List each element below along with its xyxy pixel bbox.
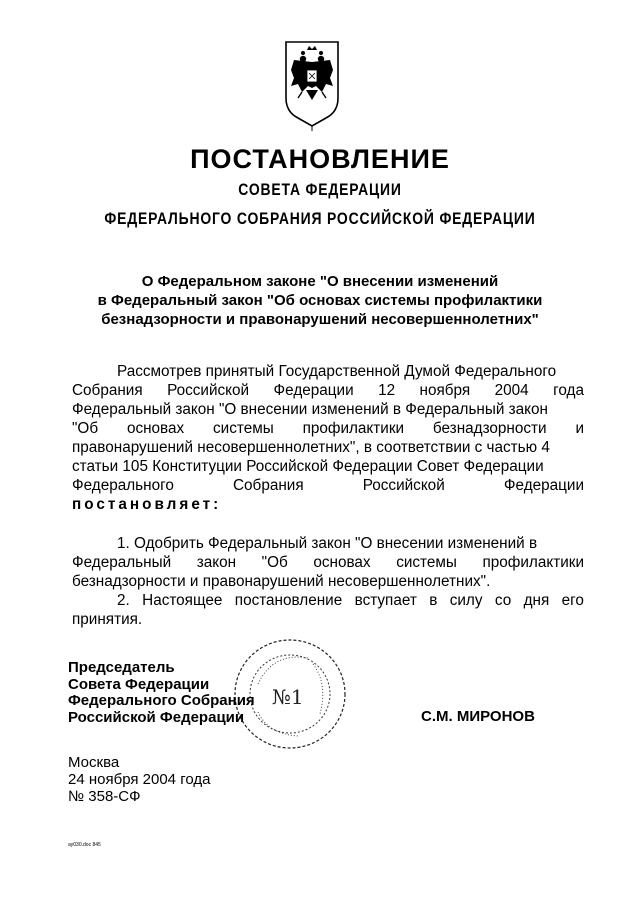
signatory-line: Российской Федерации [68,708,245,726]
word: постановление [234,592,343,609]
word: года [553,382,584,399]
item-1-line [72,553,584,572]
document-subject [60,272,580,329]
place-date-block [68,754,210,805]
word: Федерального [72,477,174,494]
word: Российской [362,477,445,494]
preamble-line: Рассмотрев принятый Государственной Думой Федерального [117,363,557,380]
signatory-name: С.М. МИРОНОВ [421,708,535,725]
word: профилактики [302,420,405,437]
signatory-position [68,660,255,726]
signatory-line: Федерального Собрания [68,692,255,709]
date: 24 ноября 2004 года [68,771,211,788]
subject-line: в Федеральный закон "Об основах системы профилактики [97,292,543,309]
svg-text:№1: №1 [272,685,304,709]
word: безнадзорности [432,420,547,437]
word: со [494,592,512,609]
word: основах [313,554,371,571]
word: Федерации [273,382,354,399]
word: Российской [167,382,250,399]
word: Федеральный [72,554,172,571]
word: ноября [419,382,471,399]
item-2-line: принятия. [72,611,143,628]
item-1-line: 1. Одобрить Федеральный закон "О внесении изменений в [117,535,538,552]
document-number: № 358-СФ [68,788,141,805]
word: "Об [261,554,288,571]
word: 2004 [494,382,529,399]
word: вступает [354,592,417,609]
issuer-line-2: ФЕДЕРАЛЬНОГО СОБРАНИЯ РОССИЙСКОЙ ФЕДЕРАЦИИ [104,209,536,228]
word: профилактики [482,554,584,571]
document-title: ПОСТАНОВЛЕНИЕ [190,144,450,174]
signatory-line: Совета Федерации [68,675,210,693]
word: 2. [117,592,130,609]
word: 12 [378,382,396,399]
item-2-line [72,591,584,610]
issuer-line-1: СОВЕТА ФЕДЕРАЦИИ [238,180,402,199]
word: дня [523,592,550,609]
word: и [575,420,584,437]
preamble-line: статьи 105 Конституции Российской Федерации Совет Федерации [72,458,544,475]
city: Москва [68,754,120,771]
preamble-line [72,381,584,400]
signatory-line: Председатель [68,659,175,676]
word: системы [396,554,457,571]
word: в [429,592,438,609]
word: Настоящее [142,592,223,609]
preamble-paragraph [72,362,584,514]
word: силу [449,592,483,609]
file-reference: ay030.doc 845 [68,842,101,848]
preamble-line: правонарушений несовершеннолетних", в соответствии с частью 4 [72,439,550,456]
word: Собрания [72,382,143,399]
decision-word: постановляет: [72,496,222,513]
word: Собрания [233,477,304,494]
preamble-line [72,476,584,495]
resolution-items [72,534,584,629]
subject-line: О Федеральном законе "О внесении изменений [141,273,499,290]
word: системы [213,420,274,437]
preamble-line [72,419,584,438]
coat-of-arms-emblem [282,40,342,132]
word: его [561,592,584,609]
word: Федерации [503,477,584,494]
preamble-line: Федеральный закон "О внесении изменений в Федеральный закон [72,401,548,418]
word: закон [196,554,237,571]
item-1-line: безнадзорности и правонарушений несовершеннолетних". [72,573,491,590]
word: "Об [72,420,99,437]
word: основах [126,420,185,437]
subject-line: безнадзорности и правонарушений несовершеннолетних" [101,311,539,328]
